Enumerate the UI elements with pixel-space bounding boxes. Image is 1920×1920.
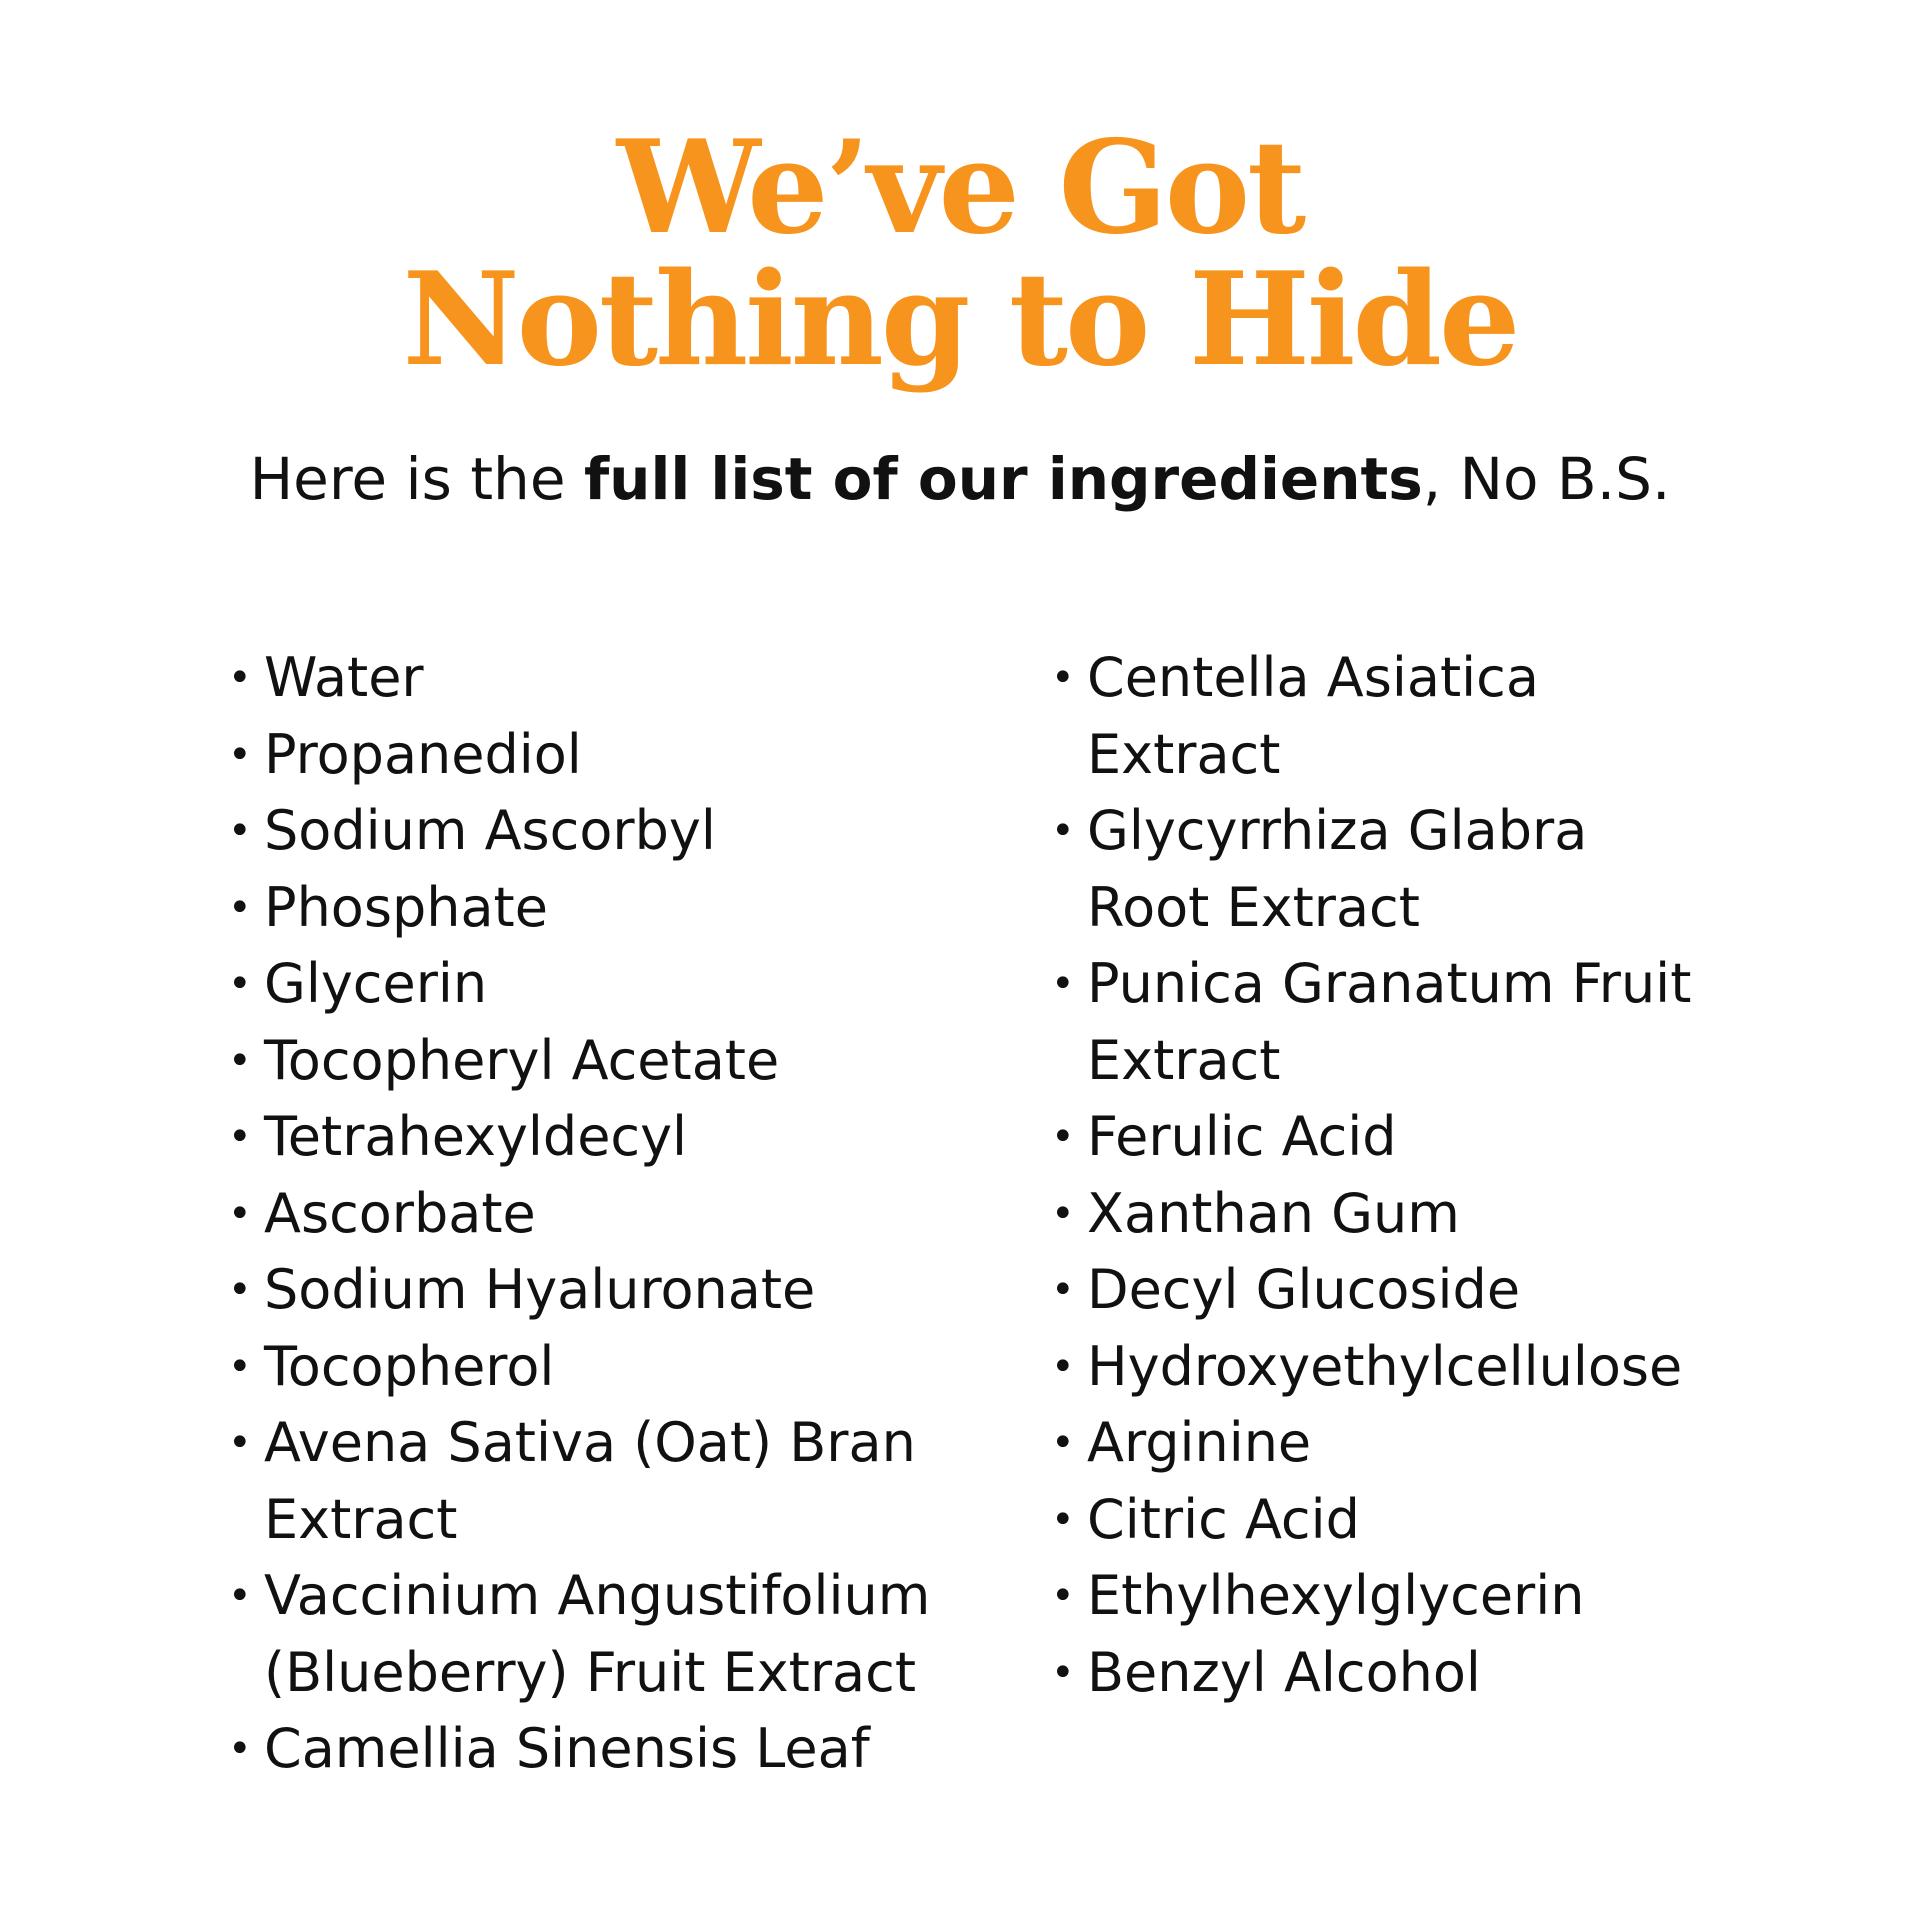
bullet-icon: • [228,1114,252,1160]
ingredient-item [1045,1405,1765,1482]
bullet-icon: • [228,1037,252,1084]
ingredient-name: Phosphate [264,875,548,939]
ingredient-item [222,1099,1002,1176]
headline [0,113,1920,395]
ingredient-name: Punica Granatum Fruit [1087,952,1692,1015]
bullet-icon: • [228,961,252,1007]
ingredient-item [1045,1635,1765,1712]
bullet-icon: • [228,808,252,854]
ingredient-item [1045,1176,1765,1253]
subtitle [0,444,1920,514]
ingredient-item [222,1176,1002,1253]
subtitle-bold: full list of our ingredients [583,445,1423,513]
ingredient-item [222,1329,1002,1406]
bullet-icon: • [1051,1343,1075,1390]
ingredient-item [222,1252,1002,1329]
ingredient-item [222,717,1002,794]
ingredient-name: Ascorbate [264,1181,536,1245]
bullet-icon: • [228,1190,252,1237]
subtitle-prefix: Here is the [249,445,584,513]
bullet-icon: • [228,1726,252,1772]
bullet-icon: • [1051,1114,1075,1160]
ingredient-name: Xanthan Gum [1087,1181,1460,1245]
headline-line-1: We’ve Got [616,113,1304,263]
ingredient-name: Benzyl Alcohol [1087,1640,1481,1704]
ingredient-name: Camellia Sinensis Leaf [264,1717,870,1780]
ingredient-item [1045,1252,1765,1329]
bullet-icon: • [1051,1267,1075,1313]
ingredient-item [222,640,1002,717]
bullet-icon: • [1051,961,1075,1007]
bullet-icon: • [1051,1573,1075,1619]
ingredient-item [1045,1099,1765,1176]
ingredient-name: Vaccinium Angustifolium [264,1564,931,1627]
ingredient-name: Avena Sativa (Oat) Bran [264,1411,916,1474]
ingredient-item [1045,793,1765,946]
ingredient-name: Glycerin [264,952,488,1015]
ingredient-name: Centella Asiatica [1087,646,1539,709]
ingredients-list-right [1045,640,1765,1711]
bullet-icon: • [228,655,252,701]
ingredient-name: Citric Acid [1087,1487,1360,1551]
ingredient-name: Ethylhexylglycerin [1087,1564,1585,1627]
ingredient-item [1045,1329,1765,1406]
ingredient-item [222,946,1002,1023]
ingredient-name: Water [264,646,424,709]
bullet-icon: • [228,1267,252,1313]
bullet-icon: • [1051,1420,1075,1466]
ingredient-name: Tocopheryl Acetate [264,1028,780,1092]
ingredients-list-left [222,640,1002,1788]
ingredient-item [222,1558,1002,1711]
ingredient-name: Extract [1087,1028,1281,1092]
ingredient-name: Sodium Hyaluronate [264,1258,816,1321]
bullet-icon: • [228,884,252,931]
bullet-icon: • [1051,655,1075,701]
ingredient-name: Sodium Ascorbyl [264,799,716,862]
bullet-icon: • [228,731,252,778]
ingredient-item [222,793,1002,870]
subtitle-suffix: , No B.S. [1422,445,1671,513]
bullet-icon: • [228,1343,252,1390]
bullet-icon: • [1051,1649,1075,1696]
ingredient-name: (Blueberry) Fruit Extract [264,1640,917,1704]
ingredient-item [222,1405,1002,1558]
bullet-icon: • [1051,1190,1075,1237]
ingredient-name: Root Extract [1087,875,1420,939]
ingredient-item [222,870,1002,947]
ingredient-name: Hydroxyethylcellulose [1087,1334,1683,1398]
ingredient-name: Ferulic Acid [1087,1105,1397,1168]
ingredient-name: Extract [264,1487,458,1551]
ingredient-item [1045,946,1765,1099]
ingredient-name: Tocopherol [264,1334,555,1398]
ingredient-name: Glycyrrhiza Glabra [1087,799,1588,862]
ingredient-item [1045,640,1765,793]
ingredient-name: Tetrahexyldecyl [264,1105,688,1168]
bullet-icon: • [228,1420,252,1466]
ingredient-name: Propanediol [264,722,582,786]
bullet-icon: • [1051,1496,1075,1543]
ingredient-item [1045,1482,1765,1559]
ingredient-item [222,1711,1002,1788]
ingredient-name: Decyl Glucoside [1087,1258,1521,1321]
bullet-icon: • [228,1573,252,1619]
bullet-icon: • [1051,808,1075,854]
headline-line-2: Nothing to Hide [402,245,1518,395]
ingredient-item [1045,1558,1765,1635]
ingredient-item [222,1023,1002,1100]
ingredient-name: Extract [1087,722,1281,786]
ingredient-name: Arginine [1087,1411,1312,1474]
